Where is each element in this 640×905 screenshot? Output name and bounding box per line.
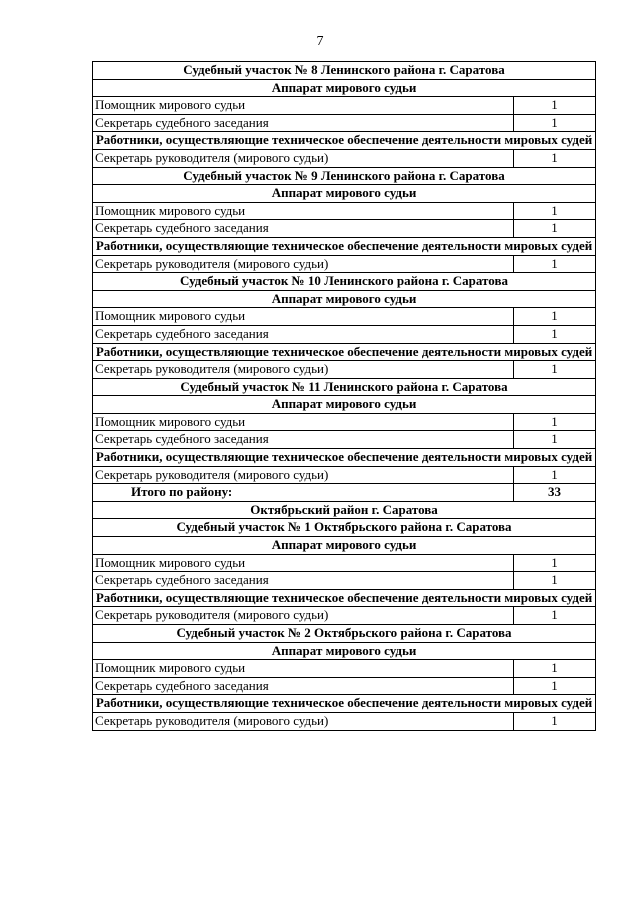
subsection-header: Работники, осуществляющие техническое обеспечение деятельности мировых судей (93, 132, 596, 150)
table-row (93, 361, 596, 379)
position-label: Секретарь судебного заседания (93, 114, 514, 132)
section-header: Судебный участок № 11 Ленинского района г. Саратова (93, 378, 596, 396)
position-count: 1 (514, 554, 596, 572)
position-count: 1 (514, 712, 596, 730)
table-row (93, 660, 596, 678)
position-label: Помощник мирового судьи (93, 554, 514, 572)
position-label: Помощник мирового судьи (93, 413, 514, 431)
table-row (93, 677, 596, 695)
position-count: 1 (514, 255, 596, 273)
table-row (93, 149, 596, 167)
position-label: Помощник мирового судьи (93, 308, 514, 326)
subsection-header: Работники, осуществляющие техническое обеспечение деятельности мировых судей (93, 449, 596, 467)
position-label: Секретарь судебного заседания (93, 325, 514, 343)
position-count: 1 (514, 149, 596, 167)
position-count: 1 (514, 572, 596, 590)
position-count: 1 (514, 114, 596, 132)
table-row (93, 572, 596, 590)
position-label: Секретарь руководителя (мирового судьи) (93, 712, 514, 730)
section-header: Аппарат мирового судьи (93, 396, 596, 414)
subsection-header: Работники, осуществляющие техническое обеспечение деятельности мировых судей (93, 695, 596, 713)
position-count: 1 (514, 308, 596, 326)
section-header-row (93, 185, 596, 203)
table-row (93, 466, 596, 484)
section-header-row (93, 79, 596, 97)
position-label: Секретарь судебного заседания (93, 220, 514, 238)
section-header: Октябрьский район г. Саратова (93, 501, 596, 519)
section-header: Судебный участок № 9 Ленинского района г. Саратова (93, 167, 596, 185)
section-header-row (93, 625, 596, 643)
section-header-row (93, 501, 596, 519)
position-count: 1 (514, 220, 596, 238)
section-header: Аппарат мирового судьи (93, 642, 596, 660)
subsection-header-row (93, 589, 596, 607)
subsection-header: Работники, осуществляющие техническое обеспечение деятельности мировых судей (93, 343, 596, 361)
position-count: 1 (514, 466, 596, 484)
section-header-row (93, 167, 596, 185)
table-row (93, 114, 596, 132)
subsection-header-row (93, 695, 596, 713)
position-label: Помощник мирового судьи (93, 202, 514, 220)
position-count: 1 (514, 325, 596, 343)
section-header: Аппарат мирового судьи (93, 537, 596, 555)
total-label: Итого по району: (93, 484, 514, 502)
position-label: Секретарь руководителя (мирового судьи) (93, 607, 514, 625)
position-label: Помощник мирового судьи (93, 660, 514, 678)
subsection-header: Работники, осуществляющие техническое обеспечение деятельности мировых судей (93, 589, 596, 607)
section-header: Аппарат мирового судьи (93, 79, 596, 97)
table-row (93, 431, 596, 449)
subsection-header-row (93, 449, 596, 467)
position-label: Секретарь судебного заседания (93, 677, 514, 695)
subsection-header: Работники, осуществляющие техническое обеспечение деятельности мировых судей (93, 237, 596, 255)
staff-table (92, 61, 596, 731)
section-header-row (93, 378, 596, 396)
position-count: 1 (514, 413, 596, 431)
table-row (93, 712, 596, 730)
table-row (93, 308, 596, 326)
position-count: 1 (514, 660, 596, 678)
section-header-row (93, 519, 596, 537)
table-row (93, 325, 596, 343)
position-label: Секретарь руководителя (мирового судьи) (93, 255, 514, 273)
total-value: 33 (514, 484, 596, 502)
position-label: Секретарь руководителя (мирового судьи) (93, 149, 514, 167)
section-header-row (93, 537, 596, 555)
position-count: 1 (514, 677, 596, 695)
position-label: Секретарь судебного заседания (93, 572, 514, 590)
section-header: Аппарат мирового судьи (93, 185, 596, 203)
table-row (93, 255, 596, 273)
table-row (93, 220, 596, 238)
section-header-row (93, 273, 596, 291)
staff-table-body (93, 62, 596, 731)
position-count: 1 (514, 97, 596, 115)
position-count: 1 (514, 431, 596, 449)
position-label: Секретарь судебного заседания (93, 431, 514, 449)
table-row (93, 97, 596, 115)
section-header: Аппарат мирового судьи (93, 290, 596, 308)
table-row (93, 413, 596, 431)
section-header-row (93, 290, 596, 308)
section-header-row (93, 642, 596, 660)
position-label: Секретарь руководителя (мирового судьи) (93, 361, 514, 379)
position-count: 1 (514, 607, 596, 625)
subsection-header-row (93, 343, 596, 361)
table-row (93, 202, 596, 220)
section-header-row (93, 396, 596, 414)
position-count: 1 (514, 202, 596, 220)
subsection-header-row (93, 132, 596, 150)
section-header: Судебный участок № 10 Ленинского района г. Саратова (93, 273, 596, 291)
table-row (93, 554, 596, 572)
table-row (93, 607, 596, 625)
position-count: 1 (514, 361, 596, 379)
position-label: Помощник мирового судьи (93, 97, 514, 115)
subsection-header-row (93, 237, 596, 255)
section-header: Судебный участок № 1 Октябрьского района г. Саратова (93, 519, 596, 537)
section-header-row (93, 62, 596, 80)
position-label: Секретарь руководителя (мирового судьи) (93, 466, 514, 484)
page-number: 7 (316, 34, 324, 49)
section-header: Судебный участок № 2 Октябрьского района г. Саратова (93, 625, 596, 643)
section-header: Судебный участок № 8 Ленинского района г. Саратова (93, 62, 596, 80)
total-row (93, 484, 596, 502)
